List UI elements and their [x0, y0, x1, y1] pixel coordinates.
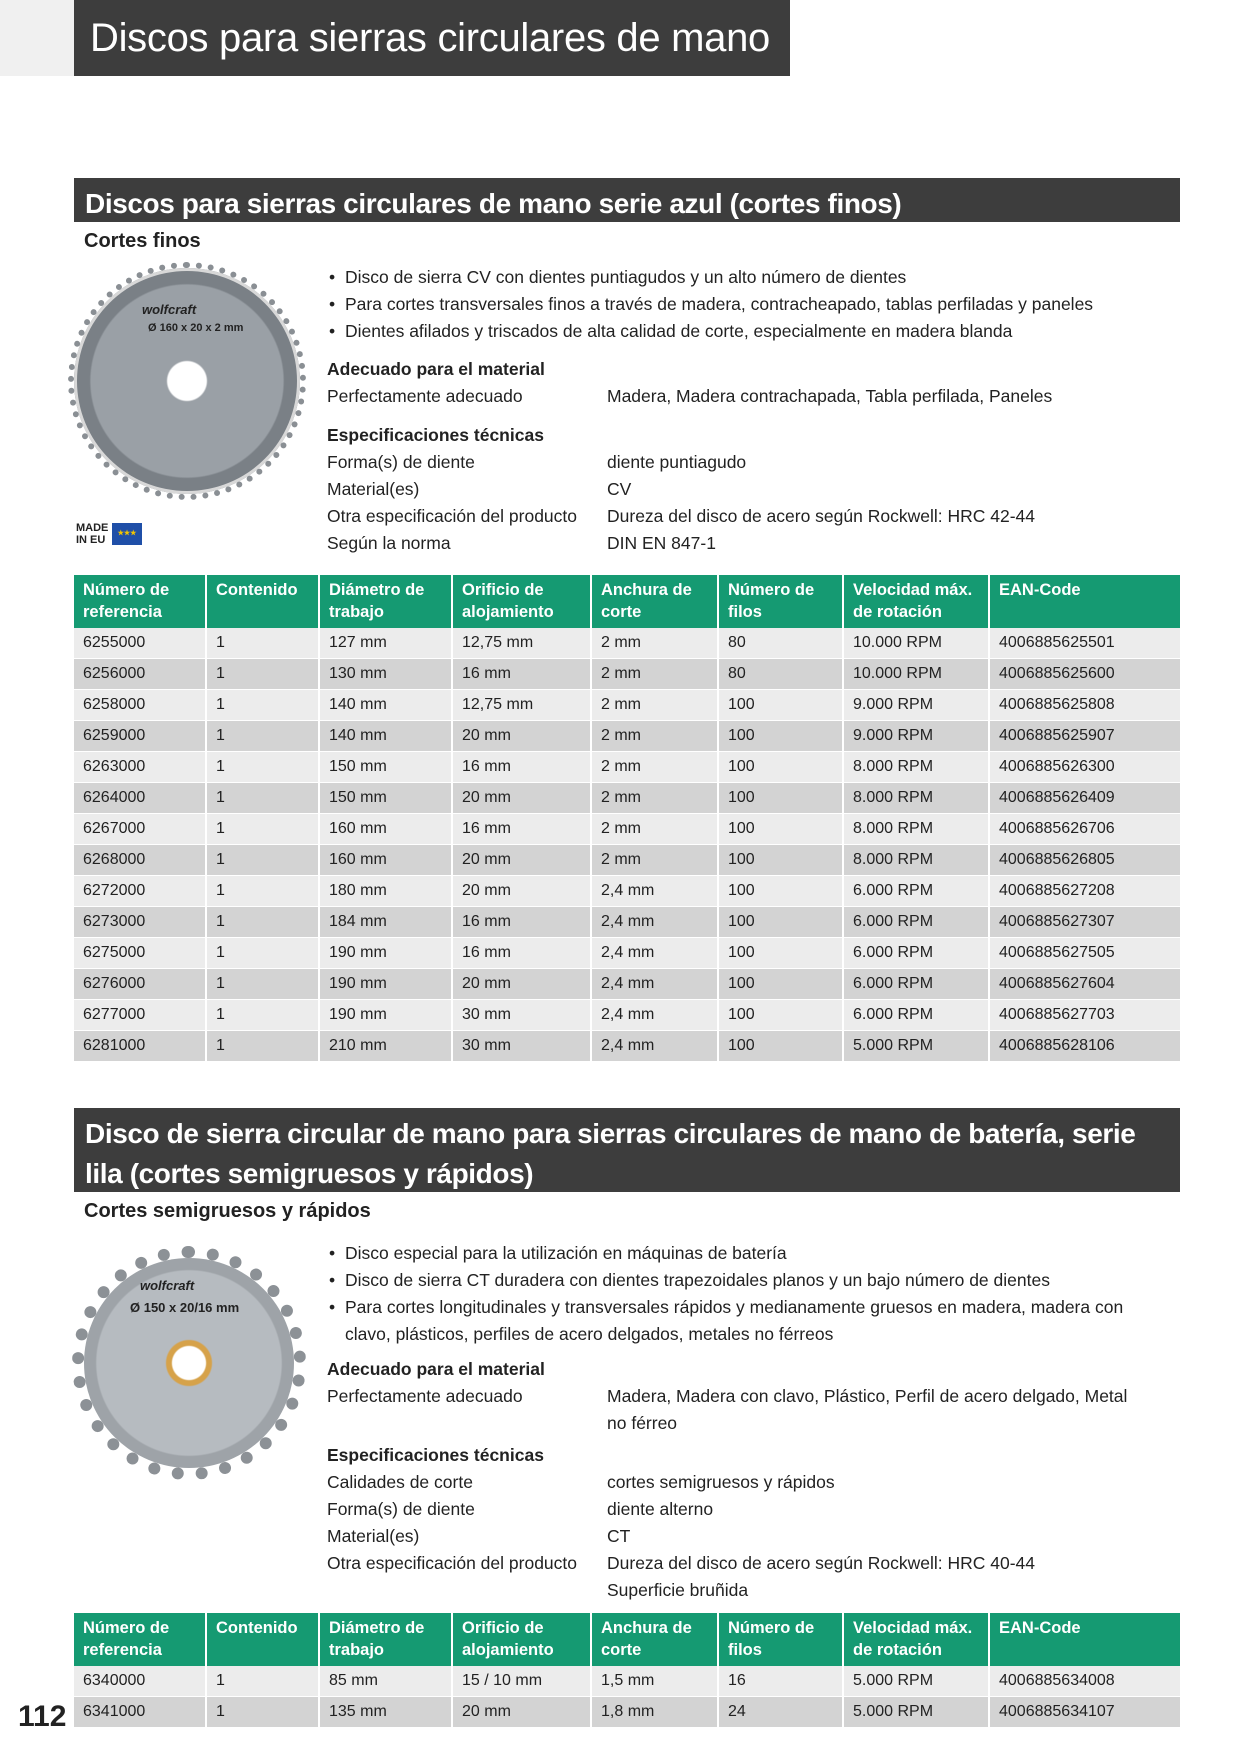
table-cell: 8.000 RPM [843, 814, 989, 845]
table-cell: 127 mm [319, 628, 452, 659]
table-cell: 1 [206, 969, 319, 1000]
column-header: Número de referencia [74, 575, 206, 628]
spec-value: diente alterno [607, 1499, 714, 1519]
feature-list-blue [327, 264, 1093, 345]
table-cell: 150 mm [319, 752, 452, 783]
table-cell: 1 [206, 783, 319, 814]
spec-row [327, 1577, 1187, 1604]
table-cell: 1 [206, 721, 319, 752]
spec-key: Material(es) [327, 1526, 420, 1546]
table-header-row [74, 1613, 1180, 1666]
table-cell: 100 [718, 814, 843, 845]
table-cell: 2 mm [591, 659, 718, 690]
table-cell: 10.000 RPM [843, 628, 989, 659]
eu-flag-icon: ★★★ [112, 523, 142, 545]
table-cell: 2 mm [591, 783, 718, 814]
material-heading: Adecuado para el material [327, 1359, 545, 1379]
table-cell: 100 [718, 876, 843, 907]
feature-item: • Para cortes longitudinales y transversales rápidos y medianamente gruesos en madera, madera con clavo, plásticos, perfiles de acero delgados, metales no férreos [327, 1294, 1157, 1348]
table-cell: 4006885625808 [989, 690, 1180, 721]
table-cell: 6275000 [74, 938, 206, 969]
feature-item: • Para cortes transversales finos a través de madera, contracheapado, tablas perfiladas y paneles [327, 291, 1093, 318]
table-cell: 4006885626409 [989, 783, 1180, 814]
table-row [74, 690, 1180, 721]
table-cell: 2 mm [591, 752, 718, 783]
table-row [74, 1000, 1180, 1031]
table-cell: 1 [206, 659, 319, 690]
table-row [74, 845, 1180, 876]
table-cell: 16 mm [452, 659, 591, 690]
table-cell: 4006885627703 [989, 1000, 1180, 1031]
page-corner [0, 0, 74, 76]
table-cell: 2,4 mm [591, 969, 718, 1000]
table-cell: 190 mm [319, 938, 452, 969]
table-cell: 6259000 [74, 721, 206, 752]
table-cell: 16 mm [452, 938, 591, 969]
spec-row [327, 530, 1187, 557]
spec-row [327, 503, 1187, 530]
table-cell: 16 mm [452, 752, 591, 783]
column-header: Número de filos [718, 1613, 843, 1666]
column-header: Velocidad máx. de rotación [843, 575, 989, 628]
material-block-lila [327, 1356, 1187, 1437]
table-cell: 2,4 mm [591, 876, 718, 907]
table-cell: 2,4 mm [591, 1031, 718, 1062]
table-cell: 4006885625600 [989, 659, 1180, 690]
table-cell: 30 mm [452, 1031, 591, 1062]
section-subtitle-blue: Cortes finos [84, 230, 201, 252]
table-cell: 6.000 RPM [843, 876, 989, 907]
material-block-blue [327, 356, 1187, 410]
table-cell: 100 [718, 783, 843, 814]
table-cell: 1,5 mm [591, 1666, 718, 1697]
table-cell: 135 mm [319, 1697, 452, 1728]
spec-value: Dureza del disco de acero según Rockwell: HRC 42-44 [607, 506, 1035, 526]
table-cell: 2 mm [591, 845, 718, 876]
table-cell: 160 mm [319, 845, 452, 876]
table-cell: 24 [718, 1697, 843, 1728]
table-cell: 6.000 RPM [843, 938, 989, 969]
table-cell: 1 [206, 1666, 319, 1697]
table-row [74, 628, 1180, 659]
table-cell: 20 mm [452, 845, 591, 876]
table-cell: 8.000 RPM [843, 752, 989, 783]
table-cell: 2 mm [591, 721, 718, 752]
spec-key: Material(es) [327, 479, 420, 499]
table-cell: 160 mm [319, 814, 452, 845]
table-cell: 100 [718, 1031, 843, 1062]
feature-item: • Dientes afilados y triscados de alta calidad de corte, especialmente en madera blanda [327, 318, 1093, 345]
table-cell: 16 mm [452, 907, 591, 938]
spec-value: diente puntiagudo [607, 452, 747, 472]
table-cell: 100 [718, 969, 843, 1000]
table-cell: 6258000 [74, 690, 206, 721]
table-row [74, 1666, 1180, 1697]
table-cell: 4006885626805 [989, 845, 1180, 876]
column-header: Velocidad máx. de rotación [843, 1613, 989, 1666]
table-row [74, 721, 1180, 752]
table-cell: 6263000 [74, 752, 206, 783]
table-cell: 6268000 [74, 845, 206, 876]
spec-value: CT [607, 1526, 631, 1546]
table-cell: 1 [206, 1697, 319, 1728]
table-cell: 10.000 RPM [843, 659, 989, 690]
table-cell: 4006885628106 [989, 1031, 1180, 1062]
table-cell: 30 mm [452, 1000, 591, 1031]
table-cell: 4006885627604 [989, 969, 1180, 1000]
spec-value: Dureza del disco de acero según Rockwell: HRC 40-44 [607, 1553, 1035, 1573]
table-cell: 100 [718, 752, 843, 783]
table-cell: 16 mm [452, 814, 591, 845]
table-cell: 8.000 RPM [843, 783, 989, 814]
material-value: Madera, Madera contrachapada, Tabla perfilada, Paneles [607, 386, 1053, 406]
table-cell: 6281000 [74, 1031, 206, 1062]
table-cell: 4006885627307 [989, 907, 1180, 938]
product-table-blue [74, 575, 1180, 1062]
table-cell: 6264000 [74, 783, 206, 814]
table-cell: 1 [206, 1031, 319, 1062]
material-row [327, 383, 1187, 410]
specs-heading: Especificaciones técnicas [327, 425, 544, 445]
table-cell: 190 mm [319, 969, 452, 1000]
table-cell: 80 [718, 659, 843, 690]
table-cell: 2 mm [591, 814, 718, 845]
section-title-blue: Discos para sierras circulares de mano serie azul (cortes finos) [74, 178, 1180, 222]
spec-key: Calidades de corte [327, 1472, 473, 1492]
feature-list-lila [327, 1240, 1157, 1348]
column-header: Diámetro de trabajo [319, 1613, 452, 1666]
column-header: Contenido [206, 1613, 319, 1666]
spec-value: CV [607, 479, 632, 499]
table-cell: 6.000 RPM [843, 969, 989, 1000]
spec-row [327, 449, 1187, 476]
feature-item: • Disco especial para la utilización en máquinas de batería [327, 1240, 1157, 1267]
table-cell: 1 [206, 628, 319, 659]
table-cell: 80 [718, 628, 843, 659]
table-cell: 5.000 RPM [843, 1031, 989, 1062]
material-key: Perfectamente adecuado [327, 386, 523, 406]
section-title-lila: Disco de sierra circular de mano para sierras circulares de mano de batería, serie lila (cortes semigruesos y rápidos) [74, 1108, 1180, 1192]
spec-row [327, 1550, 1187, 1577]
table-row [74, 1697, 1180, 1728]
feature-item: • Disco de sierra CV con dientes puntiagudos y un alto número de dientes [327, 264, 1093, 291]
table-cell: 6276000 [74, 969, 206, 1000]
table-cell: 16 [718, 1666, 843, 1697]
spec-value: Superficie bruñida [607, 1580, 749, 1600]
spec-key: Otra especificación del producto [327, 506, 577, 526]
table-cell: 6272000 [74, 876, 206, 907]
column-header: Diámetro de trabajo [319, 575, 452, 628]
table-cell: 190 mm [319, 1000, 452, 1031]
brand-logo: wolfcraft [140, 1278, 195, 1293]
specs-block-blue [327, 422, 1187, 557]
column-header: Contenido [206, 575, 319, 628]
table-cell: 4006885625501 [989, 628, 1180, 659]
table-cell: 4006885627505 [989, 938, 1180, 969]
page-title: Discos para sierras circulares de mano [74, 0, 790, 76]
table-cell: 8.000 RPM [843, 845, 989, 876]
section-subtitle-lila: Cortes semigruesos y rápidos [84, 1200, 371, 1222]
table-cell: 9.000 RPM [843, 721, 989, 752]
table-cell: 180 mm [319, 876, 452, 907]
table-cell: 1 [206, 876, 319, 907]
table-cell: 20 mm [452, 783, 591, 814]
table-cell: 1 [206, 845, 319, 876]
table-row [74, 814, 1180, 845]
spec-row [327, 1496, 1187, 1523]
spec-row [327, 1523, 1187, 1550]
spec-key: Según la norma [327, 533, 451, 553]
material-key: Perfectamente adecuado [327, 1386, 523, 1406]
table-cell: 5.000 RPM [843, 1697, 989, 1728]
table-row [74, 659, 1180, 690]
table-cell: 1 [206, 938, 319, 969]
page-number: 112 [18, 1700, 67, 1733]
material-value: Madera, Madera con clavo, Plástico, Perfil de acero delgado, Metal no férreo [607, 1386, 1128, 1433]
table-cell: 140 mm [319, 690, 452, 721]
column-header: EAN-Code [989, 1613, 1180, 1666]
table-cell: 12,75 mm [452, 628, 591, 659]
product-table-lila [74, 1613, 1180, 1728]
table-row [74, 1031, 1180, 1062]
table-cell: 130 mm [319, 659, 452, 690]
spec-row [327, 476, 1187, 503]
table-cell: 2,4 mm [591, 907, 718, 938]
table-cell: 1 [206, 1000, 319, 1031]
table-cell: 6256000 [74, 659, 206, 690]
table-cell: 100 [718, 907, 843, 938]
made-in-eu-badge [76, 522, 144, 548]
table-cell: 20 mm [452, 721, 591, 752]
table-cell: 1 [206, 907, 319, 938]
table-row [74, 938, 1180, 969]
column-header: Número de filos [718, 575, 843, 628]
table-cell: 12,75 mm [452, 690, 591, 721]
table-cell: 100 [718, 938, 843, 969]
column-header: Orificio de alojamiento [452, 1613, 591, 1666]
brand-logo: wolfcraft [142, 302, 197, 317]
table-cell: 2 mm [591, 690, 718, 721]
table-header-row [74, 575, 1180, 628]
table-cell: 4006885627208 [989, 876, 1180, 907]
table-cell: 4006885626300 [989, 752, 1180, 783]
table-cell: 4006885626706 [989, 814, 1180, 845]
material-heading: Adecuado para el material [327, 359, 545, 379]
table-cell: 2 mm [591, 628, 718, 659]
table-cell: 184 mm [319, 907, 452, 938]
table-cell: 2,4 mm [591, 938, 718, 969]
table-cell: 100 [718, 845, 843, 876]
table-cell: 5.000 RPM [843, 1666, 989, 1697]
table-cell: 20 mm [452, 969, 591, 1000]
table-cell: 6267000 [74, 814, 206, 845]
table-row [74, 876, 1180, 907]
table-cell: 6.000 RPM [843, 1000, 989, 1031]
table-cell: 100 [718, 721, 843, 752]
table-row [74, 783, 1180, 814]
column-header: Anchura de corte [591, 1613, 718, 1666]
table-cell: 2,4 mm [591, 1000, 718, 1031]
table-cell: 15 / 10 mm [452, 1666, 591, 1697]
spec-key [327, 1577, 607, 1604]
table-cell: 6.000 RPM [843, 907, 989, 938]
feature-item: • Disco de sierra CT duradera con dientes trapezoidales planos y un bajo número de dientes [327, 1267, 1157, 1294]
blade-spec-label: Ø 160 x 20 x 2 mm [148, 322, 244, 334]
table-cell: 6341000 [74, 1697, 206, 1728]
spec-value: DIN EN 847-1 [607, 533, 716, 553]
table-cell: 20 mm [452, 876, 591, 907]
table-cell: 85 mm [319, 1666, 452, 1697]
table-cell: 6340000 [74, 1666, 206, 1697]
table-cell: 140 mm [319, 721, 452, 752]
spec-value: cortes semigruesos y rápidos [607, 1472, 835, 1492]
table-cell: 1,8 mm [591, 1697, 718, 1728]
table-cell: 1 [206, 752, 319, 783]
table-cell: 20 mm [452, 1697, 591, 1728]
column-header: Número de referencia [74, 1613, 206, 1666]
table-cell: 4006885634008 [989, 1666, 1180, 1697]
specs-block-lila [327, 1442, 1187, 1604]
column-header: Anchura de corte [591, 575, 718, 628]
table-cell: 9.000 RPM [843, 690, 989, 721]
made-in-eu-text: MADE IN EU [76, 522, 109, 546]
table-cell: 1 [206, 690, 319, 721]
table-cell: 100 [718, 1000, 843, 1031]
table-row [74, 907, 1180, 938]
table-cell: 6255000 [74, 628, 206, 659]
spec-key: Forma(s) de diente [327, 452, 475, 472]
blade-spec-label: Ø 150 x 20/16 mm [130, 1300, 240, 1315]
table-cell: 6277000 [74, 1000, 206, 1031]
table-cell: 4006885634107 [989, 1697, 1180, 1728]
spec-row [327, 1469, 1187, 1496]
table-row [74, 752, 1180, 783]
column-header: EAN-Code [989, 575, 1180, 628]
spec-key: Forma(s) de diente [327, 1499, 475, 1519]
material-row [327, 1383, 1187, 1437]
table-row [74, 969, 1180, 1000]
table-cell: 210 mm [319, 1031, 452, 1062]
spec-key: Otra especificación del producto [327, 1553, 577, 1573]
table-cell: 6273000 [74, 907, 206, 938]
column-header: Orificio de alojamiento [452, 575, 591, 628]
specs-heading: Especificaciones técnicas [327, 1445, 544, 1465]
table-cell: 4006885625907 [989, 721, 1180, 752]
table-cell: 1 [206, 814, 319, 845]
table-cell: 150 mm [319, 783, 452, 814]
table-cell: 100 [718, 690, 843, 721]
